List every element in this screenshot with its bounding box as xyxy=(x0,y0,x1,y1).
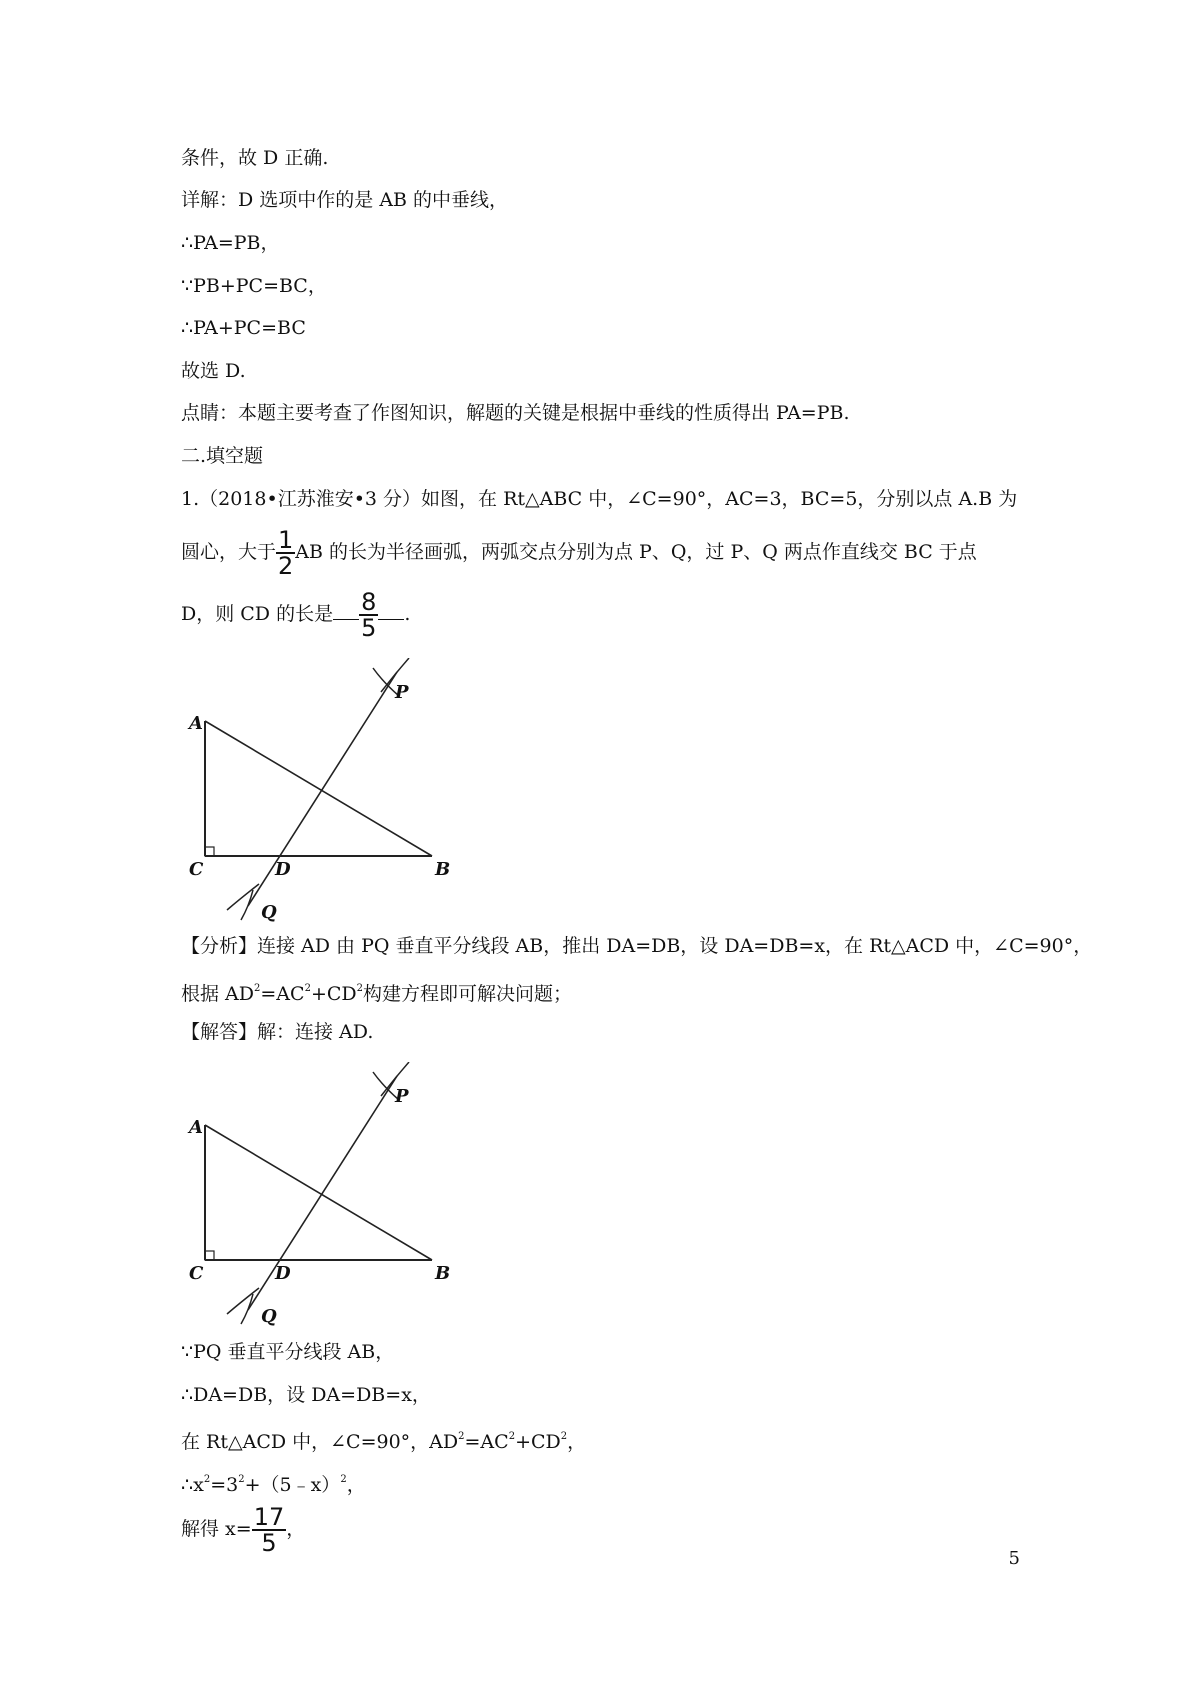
solution-text: ∴DA=DB，设 DA=DB=x， xyxy=(181,1384,431,1406)
label-p: P xyxy=(395,682,409,703)
superscript: 2 xyxy=(458,1431,465,1442)
text-span: +CD xyxy=(515,1431,561,1453)
superscript: 2 xyxy=(340,1474,347,1485)
fraction-solution xyxy=(252,1505,287,1555)
text-span: AB 的长为半径画弧，两弧交点分别为点 P、Q，过 P、Q 两点作直线交 BC 于点 xyxy=(295,541,977,563)
text-span: ∴x xyxy=(181,1474,204,1496)
text-span: ， xyxy=(346,1474,366,1496)
answer-blank xyxy=(378,617,404,620)
page-number: 5 xyxy=(1008,1548,1020,1569)
solution-text xyxy=(181,1468,366,1497)
label-b: B xyxy=(435,859,451,880)
label-a: A xyxy=(189,1117,203,1138)
fraction-denominator: 5 xyxy=(361,614,377,642)
text-line: 故选 D. xyxy=(181,360,246,382)
triangle-figure xyxy=(185,658,465,928)
triangle-figure xyxy=(185,1062,465,1332)
text-span: ， xyxy=(567,1431,587,1453)
text-span: +（5﹣x） xyxy=(244,1474,341,1496)
text-span: 在 Rt△ACD 中，∠C=90°，AD xyxy=(181,1431,459,1453)
label-d: D xyxy=(275,859,291,880)
text-line: 条件，故 D 正确. xyxy=(181,147,329,169)
superscript: 2 xyxy=(203,1474,211,1485)
fraction-numerator: 17 xyxy=(253,1503,285,1531)
text-span: =AC xyxy=(260,983,305,1005)
superscript: 2 xyxy=(560,1431,568,1442)
text-span: 解得 x= xyxy=(181,1518,252,1540)
text-line: 详解：D 选项中作的是 AB 的中垂线， xyxy=(181,189,509,211)
fraction-answer xyxy=(359,590,378,640)
label-c: C xyxy=(189,859,204,880)
fraction-denominator: 5 xyxy=(261,1529,277,1557)
superscript: 2 xyxy=(304,983,311,994)
text-span: 根据 AD xyxy=(181,983,254,1005)
solution-text xyxy=(181,1505,305,1555)
label-c: C xyxy=(189,1263,204,1284)
superscript: 2 xyxy=(238,1474,245,1485)
section-heading: 二.填空题 xyxy=(181,445,264,467)
question-text: 1.（2018•江苏淮安•3 分）如图，在 Rt△ABC 中，∠C=90°，AC=3，BC=5，分别以点 A.B 为 xyxy=(181,488,1018,510)
text-span: =3 xyxy=(210,1474,239,1496)
label-d: D xyxy=(275,1263,291,1284)
analysis-text xyxy=(181,977,572,1006)
text-line: ∵PB+PC=BC， xyxy=(181,275,327,297)
text-span: 圆心，大于 xyxy=(181,541,277,563)
text-line: ∴PA+PC=BC xyxy=(181,317,306,339)
label-a: A xyxy=(189,713,203,734)
fraction-numerator: 8 xyxy=(361,588,377,616)
solution-heading: 【解答】解：连接 AD. xyxy=(181,1021,374,1043)
question-text xyxy=(181,590,410,640)
superscript: 2 xyxy=(508,1431,516,1442)
text-line: 点睛：本题主要考查了作图知识，解题的关键是根据中垂线的性质得出 PA=PB. xyxy=(181,402,850,424)
solution-text xyxy=(181,1425,586,1454)
superscript: 2 xyxy=(356,983,364,994)
text-span: . xyxy=(404,603,411,625)
label-p: P xyxy=(395,1086,409,1107)
answer-blank xyxy=(333,617,359,620)
label-q: Q xyxy=(261,902,277,923)
text-span: D，则 CD 的长是 xyxy=(181,603,334,625)
fraction-denominator: 2 xyxy=(278,552,294,580)
solution-text: ∵PQ 垂直平分线段 AB， xyxy=(181,1341,395,1363)
superscript: 2 xyxy=(254,983,261,994)
question-text xyxy=(181,528,977,578)
fraction-numerator: 1 xyxy=(278,526,294,554)
text-span: ， xyxy=(286,1518,306,1540)
text-line: ∴PA=PB， xyxy=(181,232,280,254)
analysis-text: 【分析】连接 AD 由 PQ 垂直平分线段 AB，推出 DA=DB，设 DA=DB=x，在 Rt△ACD 中，∠C=90°， xyxy=(181,935,1093,957)
label-b: B xyxy=(435,1263,451,1284)
text-span: 构建方程即可解决问题； xyxy=(363,983,573,1005)
label-q: Q xyxy=(261,1306,277,1327)
text-span: =AC xyxy=(464,1431,509,1453)
text-span: +CD xyxy=(310,983,357,1005)
fraction-half xyxy=(276,528,295,578)
